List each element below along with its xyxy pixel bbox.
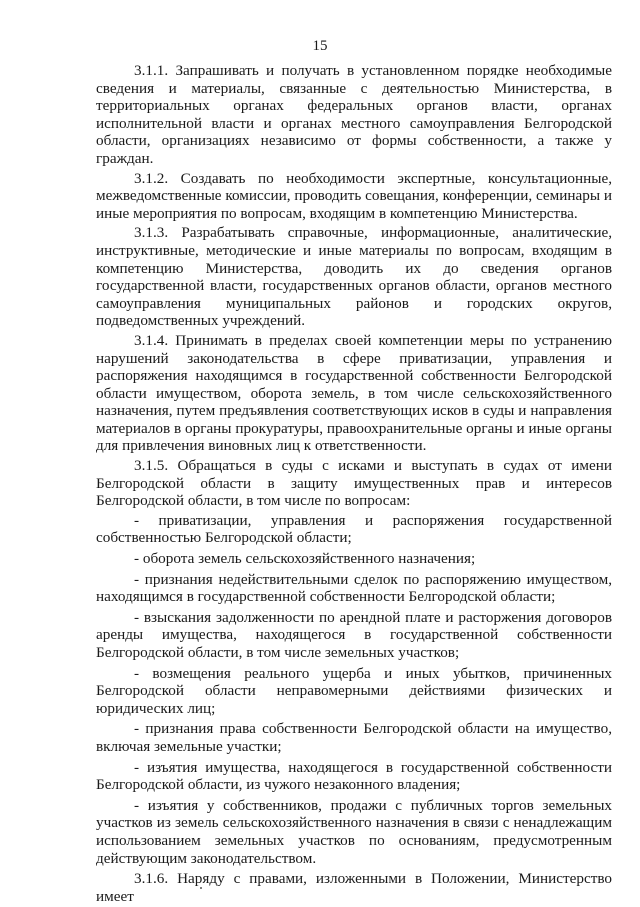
paragraph-3-1-1: 3.1.1. Запрашивать и получать в установленном порядке необходимые сведения и материалы, связанные с деятельностью Министерства, в территориальных органах федеральных органов власти, органах исполнительной власти и органах местного самоуправления Белгородской области, организациях независимо от формы собственности, а также у граждан.	[96, 62, 612, 167]
list-item: - изъятия у собственников, продажи с публичных торгов земельных участков из земель сельскохозяйственного назначения в связи с ненадлежащим использованием земельных участков по основаниям, предусмотренным действующим законодательством.	[96, 796, 612, 867]
paragraph-3-1-2: 3.1.2. Создавать по необходимости экспертные, консультационные, межведомственные комиссии, проводить совещания, конференции, семинары и иные мероприятия по вопросам, входящим в компетенцию Министерства.	[96, 169, 612, 222]
page-number: 15	[312, 38, 328, 54]
paragraph-3-1-4: 3.1.4. Принимать в пределах своей компетенции меры по устранению нарушений законодательства в сфере приватизации, управления и распоряжения находящимся в государственной собственности Белгородской области имуществом, оборота земель, в том числе сельскохозяйственного назначения, путем предъявления соответствующих исков в суды и направления материалов в органы прокуратуры, правоохранительные органы и иные органы для привлечения виновных лиц к ответственности.	[96, 331, 612, 455]
list-item: - признания права собственности Белгородской области на имущество, включая земельные участки;	[96, 720, 612, 755]
paragraph-3-1-5: 3.1.5. Обращаться в суды с исками и выступать в судах от имени Белгородской области в защиту имущественных прав и интересов Белгородской области, в том числе по вопросам:	[96, 457, 612, 510]
list-item: - изъятия имущества, находящегося в государственной собственности Белгородской области, из чужого незаконного владения;	[96, 758, 612, 794]
scan-speck	[200, 887, 202, 889]
list-item: - признания недействительными сделок по распоряжению имуществом, находящимся в государственной собственности Белгородской области;	[96, 570, 612, 606]
document-body	[96, 62, 612, 907]
list-item: - оборота земель сельскохозяйственного назначения;	[134, 550, 476, 568]
list-item: - возмещения реального ущерба и иных убытков, причиненных Белгородской области неправомерными действиями физических и юридических лиц;	[96, 664, 612, 717]
paragraph-3-1-6: 3.1.6. Наряду с правами, изложенными в Положении, Министерство имеет	[96, 870, 612, 905]
list-item: - взыскания задолженности по арендной плате и расторжения договоров аренды имущества, находящегося в государственной собственности Белгородской области, в том числе земельных участков;	[96, 608, 612, 661]
paragraph-3-1-3: 3.1.3. Разрабатывать справочные, информационные, аналитические, инструктивные, методические и иные материалы по вопросам, входящим в компетенцию Министерства, доводить их до сведения органов государственной власти, государственных органов области, органов местного самоуправления муниципальных районов и городских округов, подведомственных учреждений.	[96, 224, 612, 330]
list-item: - приватизации, управления и распоряжения государственной собственностью Белгородской области;	[96, 511, 612, 547]
